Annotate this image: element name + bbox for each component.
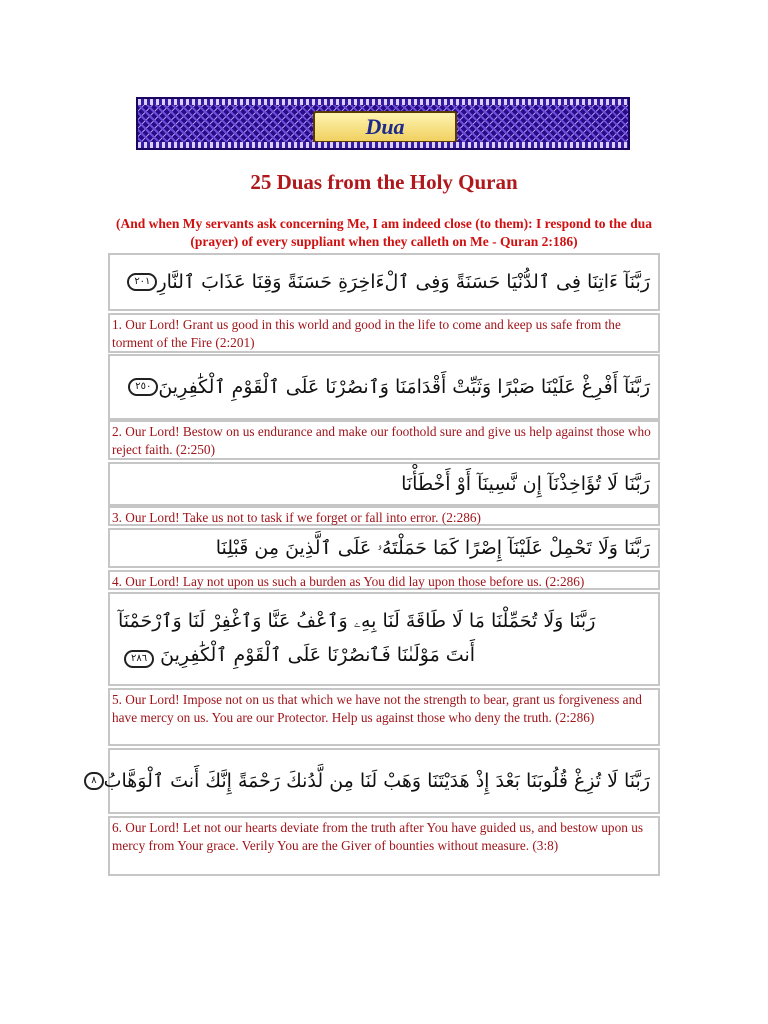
dua-4-translation: 4. Our Lord! Lay not upon us such a burden as You did lay upon those before us. (2:286) [108, 570, 660, 590]
dua-3-translation: 3. Our Lord! Take us not to task if we forget or fall into error. (2:286) [108, 506, 660, 526]
banner-plaque [313, 111, 457, 143]
dua-5-arabic-line-2-row [118, 644, 475, 668]
dua-4-arabic-box [108, 528, 660, 568]
dua-5-arabic-box [108, 592, 660, 686]
dua-3-arabic-box [108, 462, 660, 506]
dua-6-translation: 6. Our Lord! Let not our hearts deviate from the truth after You have guided us, and bestow upon us mercy from Your grace. Verily You are the Giver of bounties without measure. (3:8) [108, 816, 660, 876]
banner-border-top [138, 99, 628, 105]
dua-5-arabic-line-1: رَبَّنَا وَلَا تُحَمِّلْنَا مَا لَا طَاقَةَ لَنَا بِهِۦ وَٱعْفُ عَنَّا وَٱغْفِرْ لَنَا وَٱرْحَمْنَآ [118, 610, 596, 632]
dua-1-arabic-box [108, 253, 660, 311]
intro-quote: (And when My servants ask concerning Me, I am indeed close (to them): I respond to the dua (prayer) of every suppliant when they calleth on Me - Quran 2:186) [116, 216, 652, 249]
banner-label: Dua [365, 114, 405, 139]
dua-5-translation: 5. Our Lord! Impose not on us that which we have not the strength to bear, grant us forgiveness and have mercy on us. You are our Protector. Help us against those who deny the truth. (2:286) [108, 688, 660, 746]
dua-2-translation: 2. Our Lord! Bestow on us endurance and make our foothold sure and give us help against those who reject faith. (2:250) [108, 420, 660, 460]
dua-2-arabic: رَبَّنَآ أَفْرِغْ عَلَيْنَا صَبْرًا وَثَبِّتْ أَقْدَامَنَا وَٱنصُرْنَا عَلَى ٱلْقَوْمِ ٱلْكَٰفِرِينَ [158, 376, 650, 398]
dua-6-arabic-box [91, 748, 660, 814]
dua-6-arabic: رَبَّنَا لَا تُزِغْ قُلُوبَنَا بَعْدَ إِذْ هَدَيْتَنَا وَهَبْ لَنَا مِن لَّدُنكَ رَحْمَةً إِنَّكَ أَنتَ ٱلْوَهَّابُ [103, 770, 650, 792]
dua-banner [136, 97, 630, 150]
dua-1-arabic: رَبَّنَآ ءَاتِنَا فِى ٱلدُّنْيَا حَسَنَةً وَفِى ٱلْءَاخِرَةِ حَسَنَةً وَقِنَا عَذَابَ ٱلنَّارِ [157, 271, 650, 293]
verse-number-marker: ٢٨٦ [124, 650, 154, 668]
banner-border-bottom [138, 142, 628, 148]
dua-5-arabic-line-2: أَنتَ مَوْلَىٰنَا فَٱنصُرْنَا عَلَى ٱلْقَوْمِ ٱلْكَٰفِرِينَ [160, 644, 476, 666]
dua-1-translation: 1. Our Lord! Grant us good in this world and good in the life to come and keep us safe from the torment of the Fire (2:201) [108, 313, 660, 353]
page-title: 25 Duas from the Holy Quran [250, 170, 518, 194]
verse-number-marker: ٨ [84, 772, 103, 790]
dua-2-arabic-box [108, 354, 660, 420]
verse-number-marker: ٢٥٠ [128, 378, 158, 396]
verse-number-marker: ٢٠١ [127, 273, 157, 291]
dua-3-arabic: رَبَّنَا لَا تُؤَاخِذْنَآ إِن نَّسِينَآ أَوْ أَخْطَأْنَا [401, 473, 650, 495]
dua-4-arabic: رَبَّنَا وَلَا تَحْمِلْ عَلَيْنَآ إِصْرًا كَمَا حَمَلْتَهُۥ عَلَى ٱلَّذِينَ مِن قَبْلِنَا [215, 537, 650, 559]
